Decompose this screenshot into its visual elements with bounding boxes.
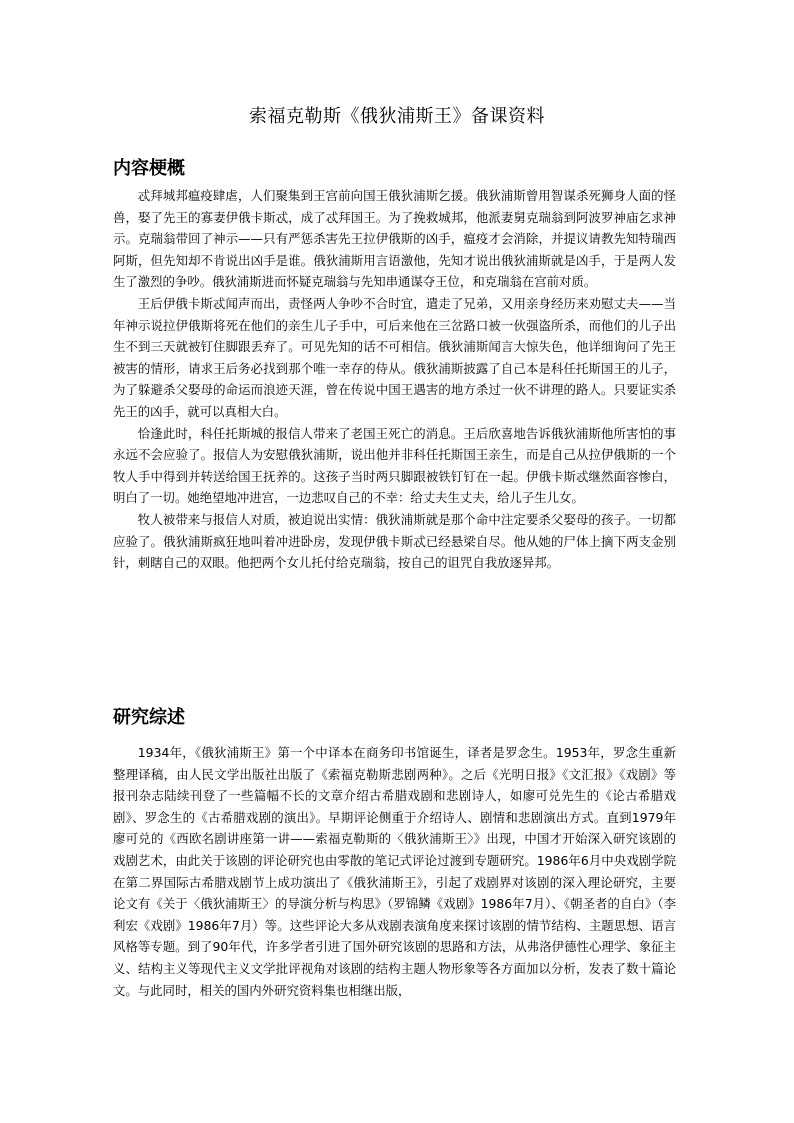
summary-paragraph: 恰逢此时，科任托斯城的报信人带来了老国王死亡的消息。王后欣喜地告诉俄狄浦斯他所害怕的事永远不会应验了。报信人为安慰俄狄浦斯，说出他并非科任托斯国王亲生，而是自己从拉伊俄斯的一个牧人手中得到并转送给国王抚养的。这孩子当时两只脚跟被铁钉钉在一起。伊俄卡斯忒继然面容惨白，明白了一切。她绝望地冲进宫，一边悲叹自己的不幸：给丈夫生丈夫，给儿子生儿女。: [113, 425, 676, 506]
research-review-paragraph: 1934年，《俄狄浦斯王》第一个中译本在商务印书馆诞生，译者是罗念生。1953年，罗念生重新整理译稿，由人民文学出版社出版了《索福克勒斯悲剧两种》。之后《光明日报》《文汇报》《戏剧》等报刊杂志陆续刊登了一些篇幅不长的文章介绍古希腊戏剧和悲剧诗人，如廖可兑先生的《论古希腊戏剧》、罗念生的《古希腊戏剧的演出》。早期评论侧重于介绍诗人、剧情和悲剧演出方式。直到1979年廖可兑的《西欧名剧讲座第一讲——索福克勒斯的〈俄狄浦斯王〉》出现，中国才开始深入研究该剧的戏剧艺术，由此关于该剧的评论研究也由零散的笔记式评论过渡到专题研究。1986年6月中央戏剧学院在第二界国际古希腊戏剧节上成功演出了《俄狄浦斯王》，引起了戏剧界对该剧的深入理论研究，主要论文有《关于〈俄狄浦斯王〉的导演分析与构思》（罗锦鳞《戏剧》1986年7月）、《朝圣者的自白》（李利宏《戏剧》1986年7月）等。这些评论大多从戏剧表演角度来探讨该剧的情节结构、主题思想、语言风格等专题。到了90年代，许多学者引进了国外研究该剧的思路和方法，从弗洛伊德性心理学、象征主义、结构主义等现代主义文学批评视角对该剧的结构主题人物形象等各方面加以分析，发表了数十篇论文。与此同时，相关的国内外研究资料集也相继出版，: [113, 745, 676, 998]
document-title: 索福克勒斯《俄狄浦斯王》备课资料: [249, 106, 545, 127]
section-heading-research-review: 研究综述: [113, 707, 185, 728]
section-heading-summary: 内容梗概: [113, 158, 185, 179]
research-review-section-body: [113, 742, 676, 1001]
summary-paragraph: 王后伊俄卡斯忒闻声而出，责怪两人争吵不合时宜，遣走了兄弟，又用亲身经历来劝慰丈夫——当年神示说拉伊俄斯将死在他们的亲生儿子手中，可后来他在三岔路口被一伙强盗所杀，而他们的儿子出生不到三天就被钉住脚跟丢弃了。可见先知的话不可相信。俄狄浦斯闻言大惊失色，他详细询问了先王被害的情形，请求王后务必找到那个唯一幸存的侍从。俄狄浦斯披露了自己本是科任托斯国王的儿子，为了躲避杀父娶母的命运而浪迹天涯，曾在传说中国王遇害的地方杀过一伙不讲理的路人。只要证实杀先王的凶手，就可以真相大白。: [113, 295, 676, 419]
summary-paragraph: 忒拜城邦瘟疫肆虐，人们聚集到王宫前向国王俄狄浦斯乞援。俄狄浦斯曾用智谋杀死狮身人面的怪兽，娶了先王的寡妻伊俄卡斯忒，成了忒拜国王。为了挽救城邦，他派妻舅克瑞翁到阿波罗神庙乞求神示。克瑞翁带回了神示——只有严惩杀害先王拉伊俄斯的凶手，瘟疫才会消除，并提议请教先知特瑞西阿斯，但先知却不肯说出凶手是谁。俄狄浦斯用言语激他，先知才说出俄狄浦斯就是凶手，于是两人发生了激烈的争吵。俄狄浦斯进而怀疑克瑞翁与先知串通谋夺王位，和克瑞翁在宫前对质。: [113, 188, 676, 290]
summary-section-body: [113, 185, 676, 574]
summary-paragraph: 牧人被带来与报信人对质，被迫说出实情：俄狄浦斯就是那个命中注定要杀父娶母的孩子。一切都应验了。俄狄浦斯疯狂地叫着冲进卧房，发现伊俄卡斯忒已经悬梁自尽。他从她的尸体上摘下两支金别针，刺瞎自己的双眼。他把两个女儿托付给克瑞翁，按自己的诅咒自我放逐异邦。: [113, 511, 676, 571]
